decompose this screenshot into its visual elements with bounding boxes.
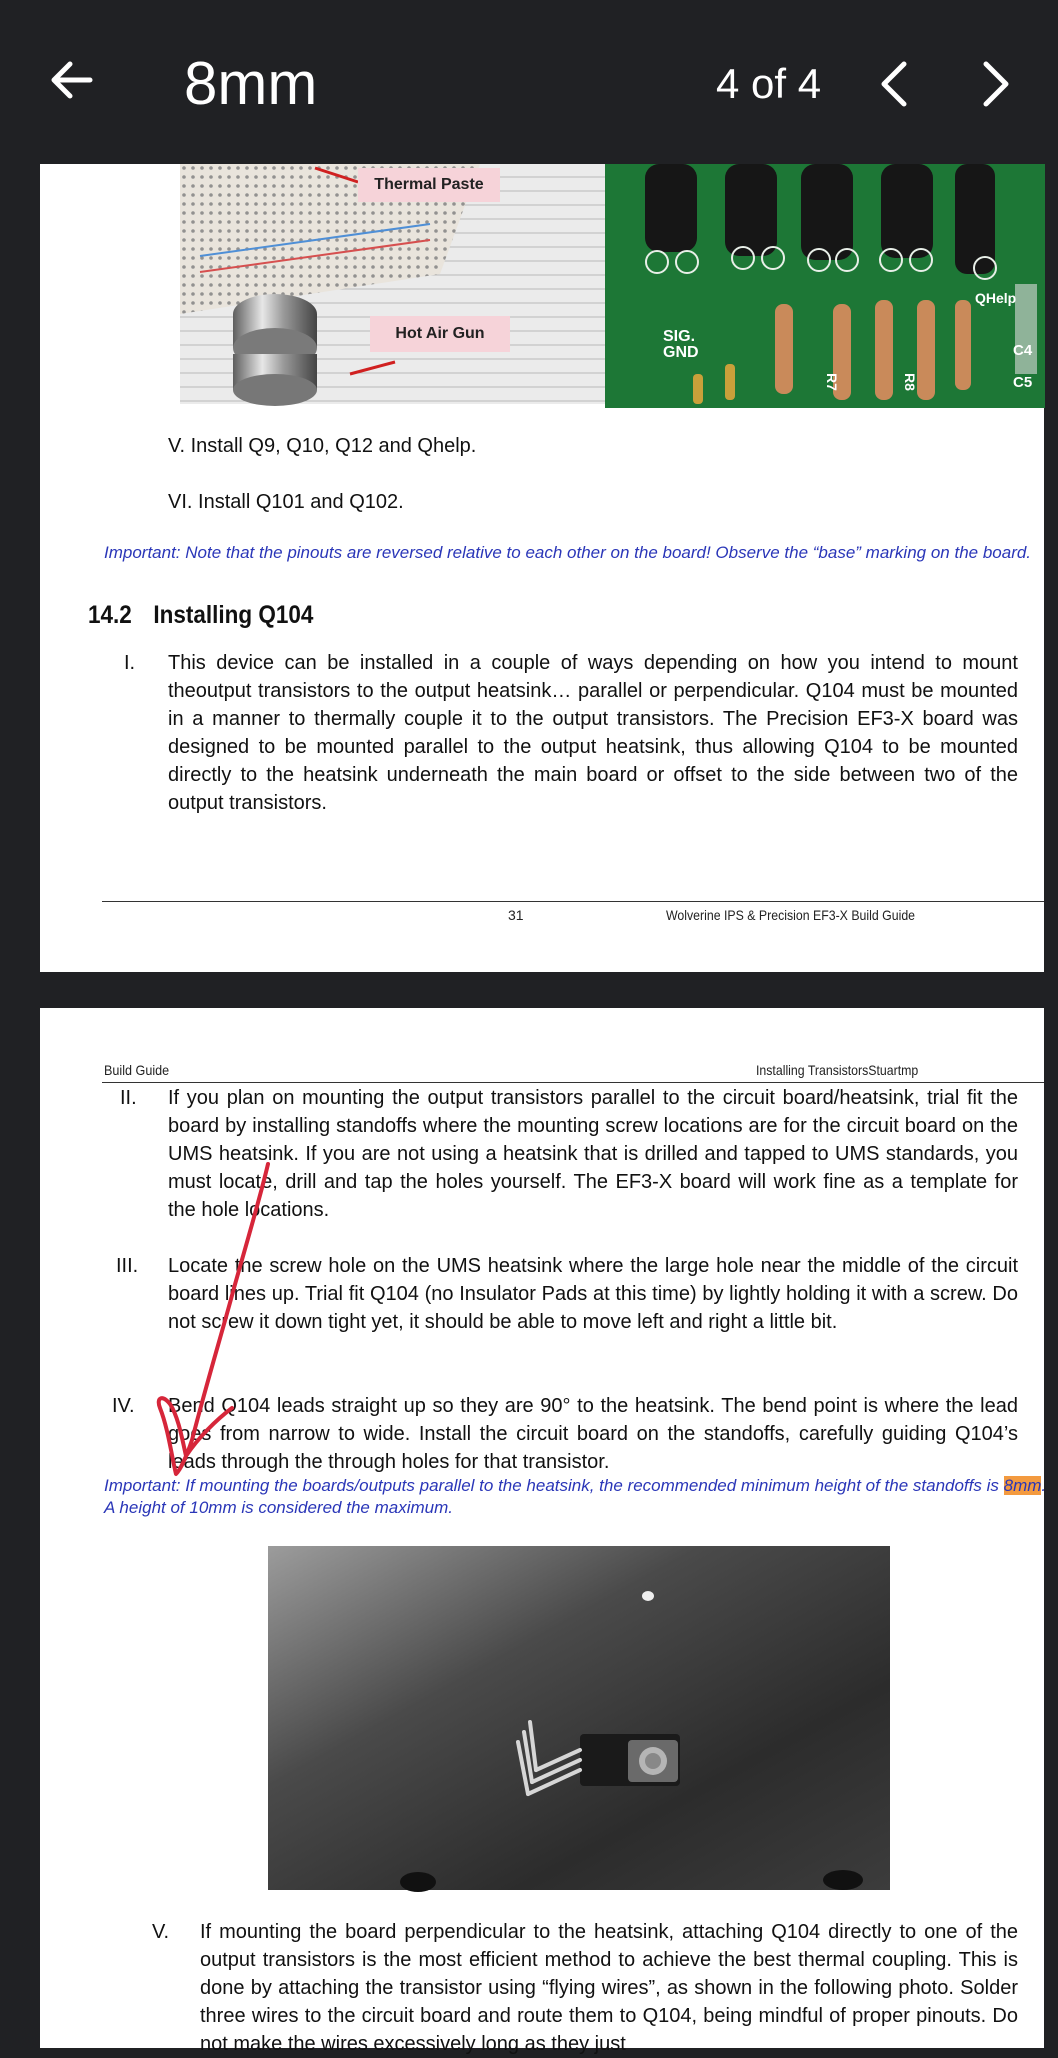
arrow-left-icon[interactable] bbox=[44, 52, 100, 108]
find-in-document-bar bbox=[0, 0, 1044, 164]
photo-q104-on-heatsink bbox=[268, 1546, 890, 1890]
important-note-pinouts: Important: Note that the pinouts are reversed relative to each other on the board! Observe the “base” marking on the board. bbox=[104, 543, 1032, 562]
red-ink-annotation[interactable] bbox=[150, 1158, 290, 1498]
item-iv-number: IV. bbox=[112, 1395, 135, 1417]
label-c4: C4 bbox=[1013, 342, 1033, 359]
label-r8: R8 bbox=[901, 373, 918, 391]
match-count: 4 of 4 bbox=[716, 60, 822, 107]
document-page-31 bbox=[40, 164, 1044, 972]
label-thermal-paste: Thermal Paste bbox=[358, 168, 500, 202]
footer-divider bbox=[102, 901, 1044, 902]
item-iv-text: Bend Q104 leads straight up so they are 90° to the heatsink. The bend point is where the lead goes from narrow to wide. Install the circuit board on the standoffs, carefully guiding Q104’s leads through the through holes for that transistor. bbox=[168, 1395, 1018, 1473]
item-v-number: V. bbox=[152, 1921, 170, 1943]
section-title: Installing Q104 bbox=[153, 601, 314, 629]
header-left: Build Guide bbox=[104, 1062, 170, 1078]
header-divider bbox=[102, 1082, 1044, 1083]
label-qhelp: QHelp bbox=[975, 290, 1017, 306]
label-c5: C5 bbox=[1013, 374, 1033, 391]
item-i-text: This device can be installed in a couple of ways depending on how you intend to mount theoutput transistors to the output heatsink… parallel or perpendicular. Q104 must be mounted in a manner to thermally couple it to the output transistors. The Precision EF3-X board was designed to be mounted parallel to the output heatsink, thus allowing Q104 to be mounted directly to the heatsink underneath the main board or offset to the side between two of the output transistors. bbox=[168, 652, 1018, 814]
step-v-number: V. bbox=[168, 435, 186, 457]
step-vi bbox=[168, 488, 868, 516]
item-i-number: I. bbox=[124, 652, 136, 674]
important-text-before: Important: If mounting the boards/outputs parallel to the heatsink, the recommended minimum height of the standoffs is bbox=[104, 1476, 1004, 1495]
chevron-right-icon[interactable] bbox=[966, 54, 1022, 114]
chevron-left-icon[interactable] bbox=[868, 54, 924, 114]
step-v bbox=[168, 432, 868, 460]
item-v-text: If mounting the board perpendicular to the heatsink, attaching Q104 directly to one of the output transistors is the most efficient method to achieve the best thermal coupling. This is done by attaching the transistor using “flying wires”, as shown in the following photo. Solder three wires to the circuit board and route them to Q104, being mindful of proper pinouts. Do not make the wires excessively long as they just bbox=[200, 1921, 1018, 2055]
step-vi-text: Install Q101 and Q102. bbox=[198, 491, 404, 513]
footer-title: Wolverine IPS & Precision EF3-X Build Guide bbox=[666, 907, 916, 923]
item-iii-text: Locate the screw hole on the UMS heatsink where the large hole near the middle of the circuit board lines up. Trial fit Q104 (no Insulator Pads at this time) by lightly holding it with a screw. Do not screw it down tight yet, it should be able to move left and right a little bit. bbox=[168, 1255, 1018, 1333]
section-heading bbox=[88, 601, 313, 630]
important-text-after: . A height of 10mm is considered the maximum. bbox=[104, 1476, 1047, 1517]
document-page-32 bbox=[40, 1008, 1047, 2055]
search-query[interactable]: 8mm bbox=[184, 50, 318, 117]
item-iii-number: III. bbox=[116, 1255, 139, 1277]
label-gnd: GND bbox=[663, 344, 699, 361]
label-sig: SIG. bbox=[663, 328, 696, 345]
step-v-text: Install Q9, Q10, Q12 and Qhelp. bbox=[190, 435, 477, 457]
step-vi-number: VI. bbox=[168, 491, 193, 513]
item-ii-number: II. bbox=[120, 1087, 137, 1109]
label-r7: R7 bbox=[823, 373, 840, 391]
photo-pcb-transistors bbox=[605, 164, 1045, 408]
search-highlight-8mm[interactable]: 8mm bbox=[1003, 1476, 1042, 1495]
item-ii-text: If you plan on mounting the output transistors parallel to the circuit board/heatsink, trial fit the board by installing standoffs where the mounting screw locations are for the circuit board on the UMS heatsink. If you are not using a heatsink that is drilled and tapped to UMS standards, you must locate, drill and tap the holes yourself. The EF3-X board will work fine as a template for the hole locations. bbox=[168, 1087, 1018, 1221]
photo-breadboard-magnets bbox=[180, 164, 620, 404]
header-right: Installing TransistorsStuartmp bbox=[756, 1062, 919, 1078]
label-hot-air-gun: Hot Air Gun bbox=[370, 316, 510, 352]
footer-page-number: 31 bbox=[508, 907, 524, 923]
section-number: 14.2 bbox=[88, 601, 132, 629]
